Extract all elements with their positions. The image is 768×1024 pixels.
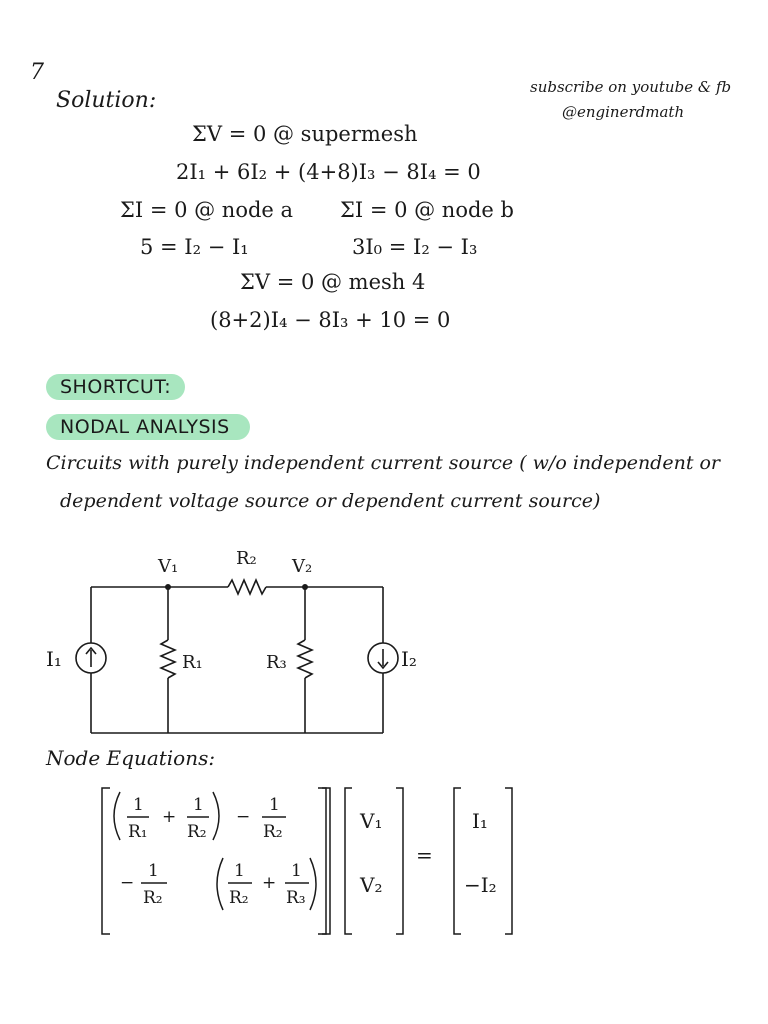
node-v1: [165, 584, 171, 590]
mesh4-equation: (8+2)I₄ − 8I₃ + 10 = 0: [210, 308, 451, 332]
vector-v-left-bracket: [345, 788, 352, 934]
paren-right-2: [310, 858, 316, 910]
minus-2: −: [120, 873, 135, 893]
den-r2-c: R₂: [143, 888, 163, 908]
label-v1: V₁: [158, 556, 179, 577]
plus-2: +: [262, 873, 277, 893]
label-v2: V₂: [292, 556, 313, 577]
equals-sign: =: [416, 843, 433, 867]
plus-1: +: [162, 807, 177, 827]
vector-v-right-bracket: [396, 788, 403, 934]
minus-1: −: [236, 807, 251, 827]
promo-line-2: @enginerdmath: [562, 103, 685, 121]
num-1-c: 1: [269, 795, 280, 815]
num-1-f: 1: [291, 861, 302, 881]
num-1-a: 1: [133, 795, 144, 815]
den-r2-d: R₂: [229, 888, 249, 908]
resistor-r3: [298, 640, 312, 678]
nodal-analysis-heading: NODAL ANALYSIS: [46, 414, 250, 440]
promo-line-1: subscribe on youtube & fb: [530, 78, 732, 96]
description-line-2: dependent voltage source or dependent current source): [60, 490, 601, 512]
den-r2-b: R₂: [263, 822, 283, 842]
label-i2: I₂: [401, 647, 417, 671]
node-b-label: ΣI = 0 @ node b: [340, 198, 514, 222]
node-v2: [302, 584, 308, 590]
label-r3: R₃: [266, 652, 287, 673]
mesh4-label: ΣV = 0 @ mesh 4: [240, 270, 426, 294]
supermesh-label: ΣV = 0 @ supermesh: [192, 122, 418, 146]
circuit-diagram: [0, 540, 768, 750]
node-a-equation: 5 = I₂ − I₁: [140, 235, 249, 259]
label-i1: I₁: [46, 647, 62, 671]
den-r1: R₁: [128, 822, 148, 842]
label-r2: R₂: [236, 548, 257, 569]
vector-v2: V₂: [360, 873, 383, 897]
vector-i-left-bracket: [454, 788, 461, 934]
description-line-1: Circuits with purely independent current source ( w/o independent or: [46, 452, 721, 474]
vector-i1: I₁: [472, 809, 488, 833]
node-a-label: ΣI = 0 @ node a: [120, 198, 294, 222]
label-r1: R₁: [182, 652, 203, 673]
vector-i-right-bracket: [505, 788, 512, 934]
node-b-equation: 3I₀ = I₂ − I₃: [352, 235, 478, 259]
resistor-r2: [228, 580, 266, 594]
supermesh-equation: 2I₁ + 6I₂ + (4+8)I₃ − 8I₄ = 0: [176, 160, 481, 184]
vector-i2: −I₂: [464, 873, 497, 897]
paren-left-2: [217, 858, 223, 910]
den-r3: R₃: [286, 888, 306, 908]
num-1-b: 1: [193, 795, 204, 815]
matrix-left-bracket: [102, 788, 110, 934]
matrix-equation: [0, 780, 768, 950]
matrix-right-bracket-1: [318, 788, 326, 934]
num-1-e: 1: [234, 861, 245, 881]
num-1-d: 1: [148, 861, 159, 881]
page-number: 7: [30, 60, 44, 85]
node-equations-label: Node Equations:: [46, 746, 216, 770]
solution-label: Solution:: [56, 88, 157, 113]
shortcut-heading: SHORTCUT:: [46, 374, 185, 400]
resistor-r1: [161, 640, 175, 678]
vector-v1: V₁: [360, 809, 383, 833]
den-r2-a: R₂: [187, 822, 207, 842]
paren-right-1: [213, 792, 219, 840]
paren-left-1: [114, 792, 120, 840]
